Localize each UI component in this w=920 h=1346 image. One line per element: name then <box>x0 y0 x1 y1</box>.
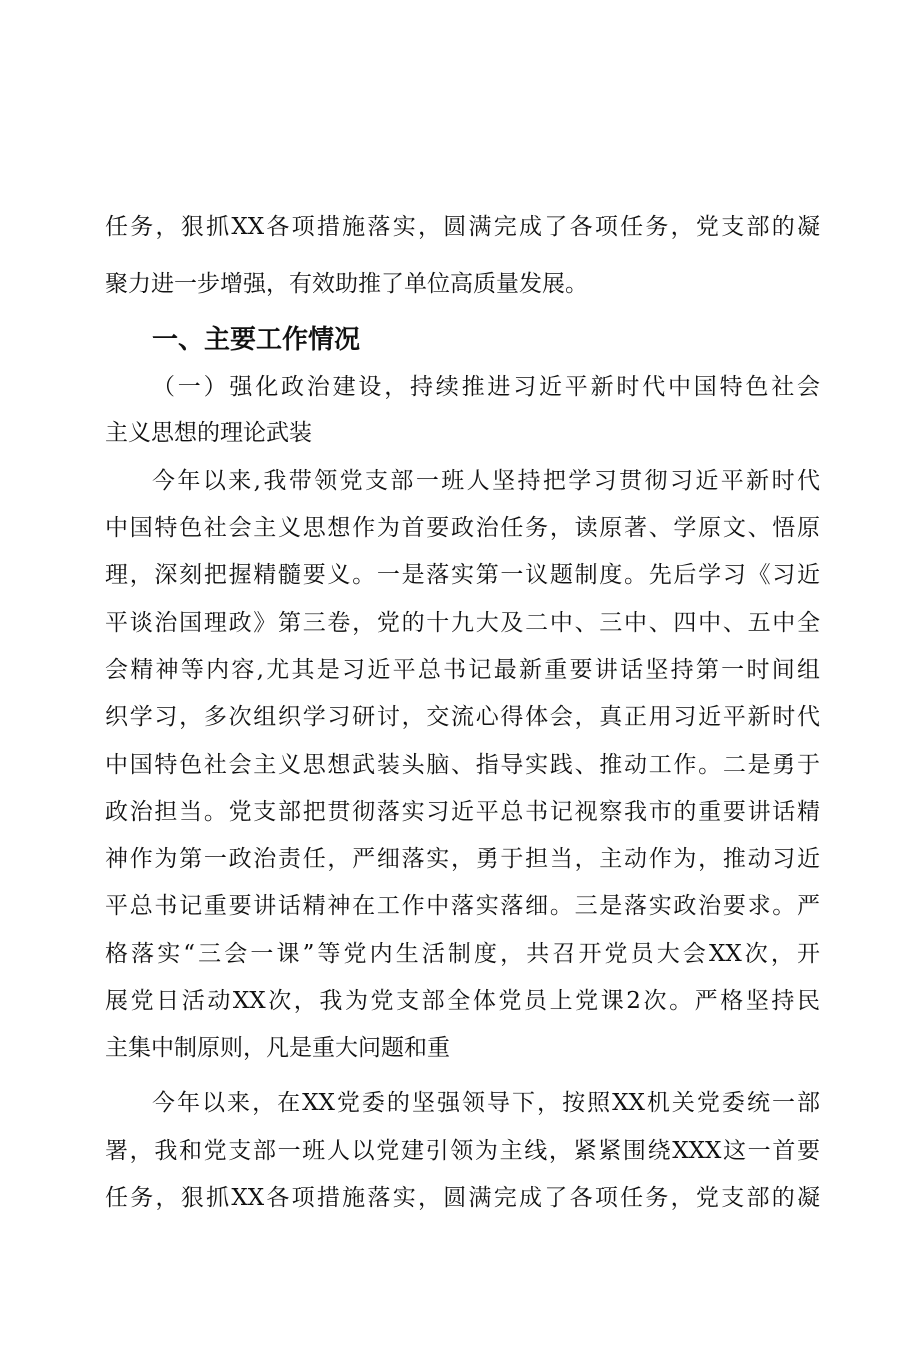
continuation-line-1: 任务，狠抓XX各项措施落实，圆满完成了各项任务，党支部的凝 <box>105 214 820 240</box>
paragraph-1-line-4: 平谈治国理政》第三卷，党的十九大及二中、三中、四中、五中全 <box>105 610 820 636</box>
subsection-heading-line-1: （一）强化政治建设，持续推进习近平新时代中国特色社会 <box>152 374 820 400</box>
subsection-heading-line-2: 主义思想的理论武装 <box>105 420 312 446</box>
paragraph-1-line-7: 中国特色社会主义思想武装头脑、指导实践、推动工作。二是勇于 <box>105 752 820 778</box>
paragraph-1-line-5: 会精神等内容,尤其是习近平总书记最新重要讲话坚持第一时间组 <box>105 657 820 683</box>
paragraph-1-line-11: 格落实“三会一课”等党内生活制度，共召开党员大会XX次，开 <box>105 941 820 967</box>
paragraph-1-line-2: 中国特色社会主义思想作为首要政治任务，读原著、学原文、悟原 <box>105 515 820 541</box>
continuation-line-2: 聚力进一步增强，有效助推了单位高质量发展。 <box>105 271 588 297</box>
paragraph-2-line-3: 任务，狠抓XX各项措施落实，圆满完成了各项任务，党支部的凝 <box>105 1185 820 1211</box>
paragraph-1-line-9: 神作为第一政治责任，严细落实，勇于担当，主动作为，推动习近 <box>105 846 820 872</box>
paragraph-1-line-13: 主集中制原则，凡是重大问题和重 <box>105 1035 450 1061</box>
paragraph-1-line-12: 展党日活动XX次，我为党支部全体党员上党课2次。严格坚持民 <box>105 988 820 1014</box>
paragraph-1-line-8: 政治担当。党支部把贯彻落实习近平总书记视察我市的重要讲话精 <box>105 799 820 825</box>
paragraph-1-line-3: 理，深刻把握精髓要义。一是落实第一议题制度。先后学习《习近 <box>105 562 820 588</box>
section-heading: 一、主要工作情况 <box>152 325 361 355</box>
paragraph-2-line-1: 今年以来，在XX党委的坚强领导下，按照XX机关党委统一部 <box>152 1090 820 1116</box>
paragraph-2-line-2: 署，我和党支部一班人以党建引领为主线，紧紧围绕XXX这一首要 <box>105 1138 820 1164</box>
paragraph-1-line-1: 今年以来,我带领党支部一班人坚持把学习贯彻习近平新时代 <box>152 468 820 494</box>
paragraph-1-line-6: 织学习，多次组织学习研讨，交流心得体会，真正用习近平新时代 <box>105 704 820 730</box>
paragraph-1-line-10: 平总书记重要讲话精神在工作中落实落细。三是落实政治要求。严 <box>105 893 820 919</box>
